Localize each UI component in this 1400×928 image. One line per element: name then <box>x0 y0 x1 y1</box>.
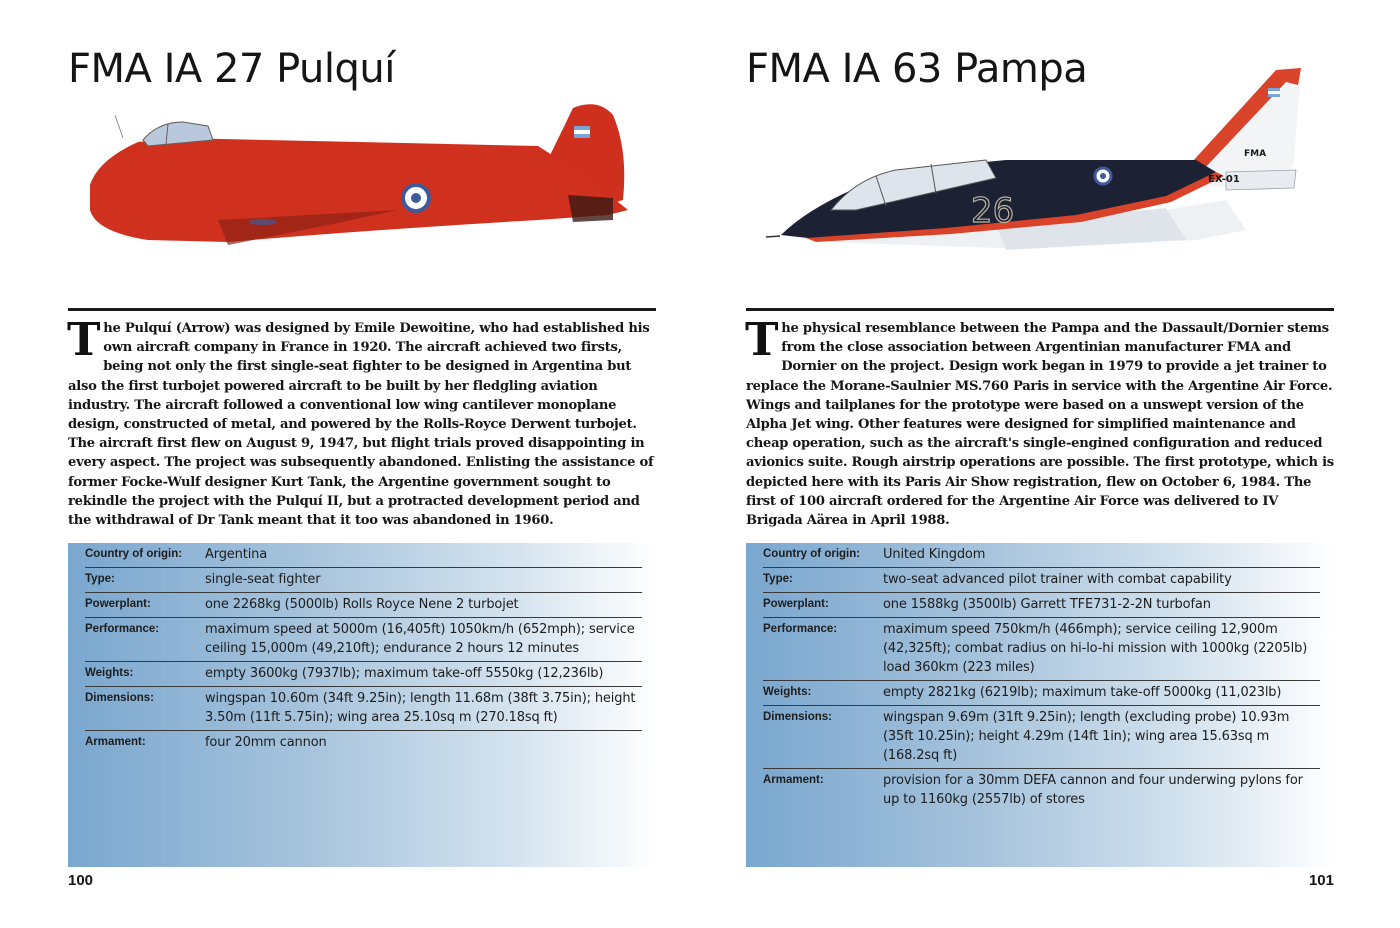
spec-table <box>746 543 1334 867</box>
page-title: FMA IA 27 Pulquí <box>68 46 395 92</box>
svg-text:EX-01: EX-01 <box>1208 174 1240 185</box>
svg-text:26: 26 <box>971 191 1015 231</box>
spec-row-type <box>763 568 1320 593</box>
drop-cap: T <box>67 313 101 366</box>
spec-label: Weights: <box>763 686 812 698</box>
spec-value: wingspan 10.60m (34ft 9.25in); length 11.68m (38ft 3.75in); height 3.50m (11ft 5.75in); wing area 25.10sq m (270.18sq ft) <box>205 691 636 725</box>
spec-label: Powerplant: <box>763 598 829 610</box>
spec-table <box>68 543 656 867</box>
spec-label: Armament: <box>85 736 146 748</box>
spec-row-country <box>85 543 642 568</box>
article-body <box>67 313 656 530</box>
spec-label: Dimensions: <box>763 711 833 723</box>
spec-label: Powerplant: <box>85 598 151 610</box>
spec-label: Country of origin: <box>85 548 183 560</box>
section-divider <box>746 308 1334 311</box>
spec-value: single-seat fighter <box>205 572 321 587</box>
spec-value: wingspan 9.69m (31ft 9.25in); length (excluding probe) 10.93m (35ft 10.25in); height 4.29m (14ft 1in); wing area 15.63sq m (168.2sq ft) <box>883 710 1290 763</box>
spec-label: Country of origin: <box>763 548 861 560</box>
spec-value: empty 2821kg (6219lb); maximum take-off 5000kg (11,023lb) <box>883 685 1282 700</box>
spec-row-performance <box>763 618 1320 681</box>
spec-value: one 1588kg (3500lb) Garrett TFE731-2-2N turbofan <box>883 597 1211 612</box>
spec-label: Type: <box>85 573 115 585</box>
spec-row-dimensions <box>85 687 642 731</box>
spec-value: United Kingdom <box>883 547 986 562</box>
pampa-profile-icon <box>746 60 1334 300</box>
left-page <box>68 0 656 928</box>
spec-row-armament <box>763 769 1320 812</box>
article-text: he physical resemblance between the Pampa and the Dassault/Dornier stems from the close association between Argentinian manufacturer FMA and Dornier on the project. Design work began in 1979 to provide a jet trainer to replace the Morane-Saulnier MS.760 Paris in service with the Argentine Air Force. Wings and tailplanes for the prototype were based on a unswept version of the Alpha Jet wing. Other features were designed for simplified maintenance and cheap operation, such as the aircraft's single-engined configuration and reduced avionics suite. Rough airstrip operations are possible. The first prototype, which is depicted here with its Paris Air Show registration, flew on October 6, 1984. The first of 100 aircraft ordered for the Argentine Air Force was delivered to IV Brigada Aärea in April 1988. <box>746 321 1334 529</box>
page-number: 100 <box>68 872 94 889</box>
spec-label: Dimensions: <box>85 692 155 704</box>
spec-row-performance <box>85 618 642 662</box>
spec-label: Type: <box>763 573 793 585</box>
spec-row-weights <box>763 681 1320 706</box>
drop-cap: T <box>745 313 779 366</box>
spec-value: two-seat advanced pilot trainer with combat capability <box>883 572 1232 587</box>
aircraft-illustration-pulqui <box>68 60 656 300</box>
spec-value: Argentina <box>205 547 268 562</box>
aircraft-illustration-pampa <box>746 60 1334 300</box>
svg-text:FMA: FMA <box>1244 149 1267 159</box>
spec-label: Performance: <box>763 623 838 635</box>
pulqui-profile-icon <box>68 60 656 300</box>
spec-value: one 2268kg (5000lb) Rolls Royce Nene 2 turbojet <box>205 597 519 612</box>
right-page <box>746 0 1334 928</box>
spec-row-weights <box>85 662 642 687</box>
spec-value: four 20mm cannon <box>205 735 327 750</box>
spec-row-type <box>85 568 642 593</box>
spec-value: maximum speed at 5000m (16,405ft) 1050km/h (652mph); service ceiling 15,000m (49,210ft); endurance 2 hours 12 minutes <box>205 622 635 656</box>
spec-label: Armament: <box>763 774 824 786</box>
spec-row-armament <box>85 731 642 755</box>
spec-value: provision for a 30mm DEFA cannon and four underwing pylons for up to 1160kg (2557lb) of stores <box>883 773 1303 807</box>
page-number: 101 <box>1308 872 1334 889</box>
spec-value: empty 3600kg (7937lb); maximum take-off 5550kg (12,236lb) <box>205 666 604 681</box>
page-title: FMA IA 63 Pampa <box>746 46 1088 92</box>
article-text: he Pulquí (Arrow) was designed by Emile Dewoitine, who had established his own aircraft company in France in 1920. The aircraft achieved two firsts, being not only the first single-seat fighter to be designed in Argentina but also the first turbojet powered aircraft to be built by her fledgling aviation industry. The aircraft followed a conventional low wing cantilever monoplane design, constructed of metal, and powered by the Rolls-Royce Derwent turbojet. The aircraft first flew on August 9, 1947, but flight trials proved disappointing in every aspect. The project was subsequently abandoned. Enlisting the assistance of former Focke-Wulf designer Kurt Tank, the Argentine government sought to rekindle the project with the Pulquí II, but a protracted development period and the withdrawal of Dr Tank meant that it too was abandoned in 1960. <box>68 321 654 529</box>
spec-label: Weights: <box>85 667 134 679</box>
spec-value: maximum speed 750km/h (466mph); service ceiling 12,900m (42,325ft); combat radius on hi-lo-hi mission with 1000kg (2205lb) load 360km (223 miles) <box>883 622 1308 675</box>
spec-label: Performance: <box>85 623 160 635</box>
spec-row-powerplant <box>763 593 1320 618</box>
spec-row-dimensions <box>763 706 1320 769</box>
section-divider <box>68 308 656 311</box>
spec-row-country <box>763 543 1320 568</box>
article-body <box>745 313 1334 530</box>
spec-row-powerplant <box>85 593 642 618</box>
